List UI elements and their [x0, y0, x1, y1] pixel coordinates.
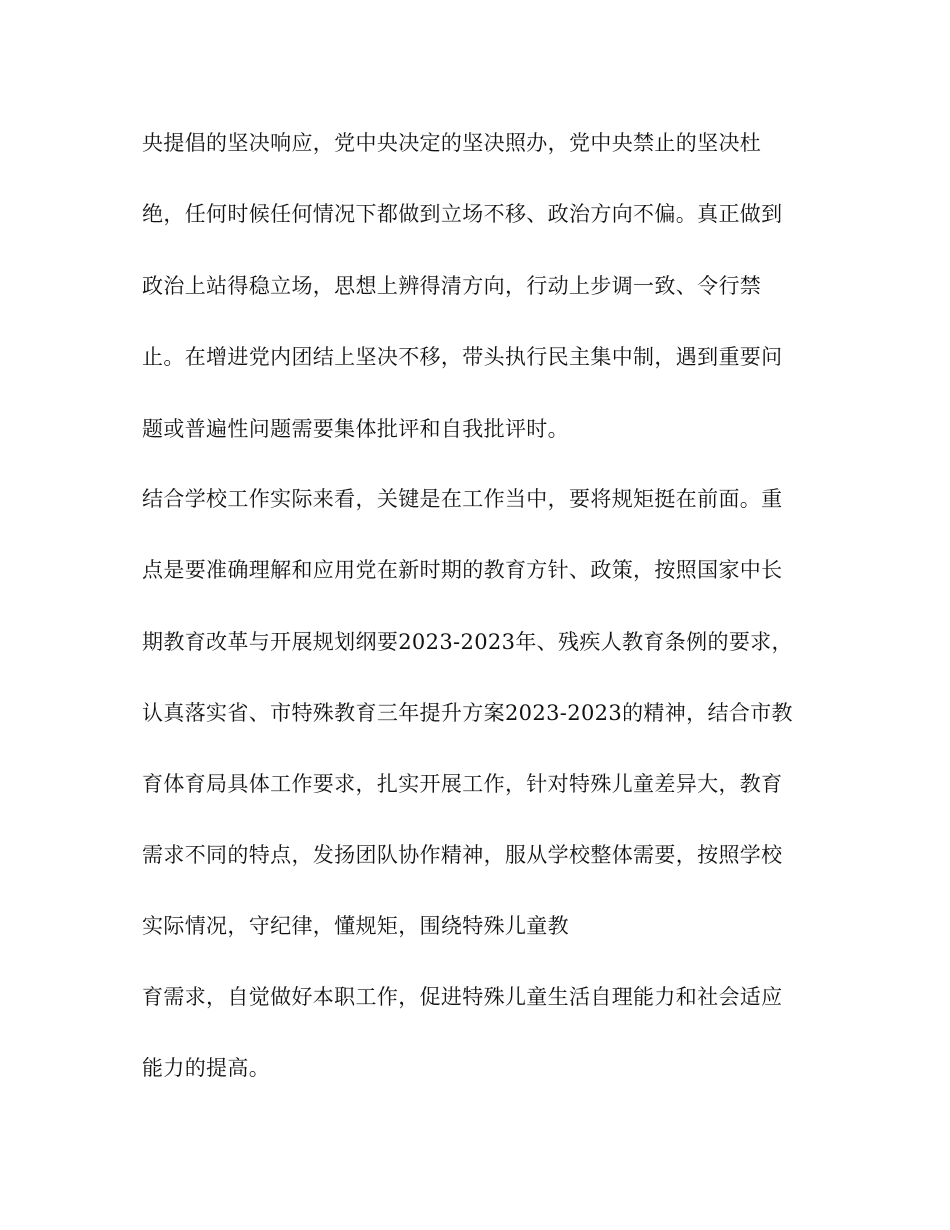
text-line: 需求不同的特点，发扬团队协作精神，服从学校整体需要，按照学校	[142, 843, 783, 867]
text-line: 止。在增进党内团结上坚决不移，带头执行民主集中制，遇到重要问	[142, 345, 783, 369]
text-line: 点是要准确理解和应用党在新时期的教育方针、政策，按照国家中长	[142, 558, 783, 582]
text-line: 期教育改革与开展规划纲要2023-2023年、残疾人教育条例的要求，	[142, 630, 793, 654]
text-line: 结合学校工作实际来看，关键是在工作当中，要将规矩挺在前面。重	[142, 487, 783, 511]
text-line: 政治上站得稳立场，思想上辨得清方向，行动上步调一致、令行禁	[142, 274, 762, 298]
text-line: 绝，任何时候任何情况下都做到立场不移、政治方向不偏。真正做到	[142, 202, 783, 226]
text-line: 育体育局具体工作要求，扎实开展工作，针对特殊儿童差异大，教育	[142, 772, 783, 796]
text-line: 央提倡的坚决响应，党中央决定的坚决照办，党中央禁止的坚决杜	[142, 131, 762, 155]
text-line: 能力的提高。	[142, 1056, 271, 1080]
text-line: 育需求，自觉做好本职工作，促进特殊儿童生活自理能力和社会适应	[142, 985, 783, 1009]
text-line: 实际情况，守纪律，懂规矩，围绕特殊儿童教	[142, 914, 569, 938]
text-line: 认真落实省、市特殊教育三年提升方案2023-2023的精神，结合市教	[142, 701, 793, 725]
text-line: 题或普遍性问题需要集体批评和自我批评时。	[142, 417, 569, 441]
